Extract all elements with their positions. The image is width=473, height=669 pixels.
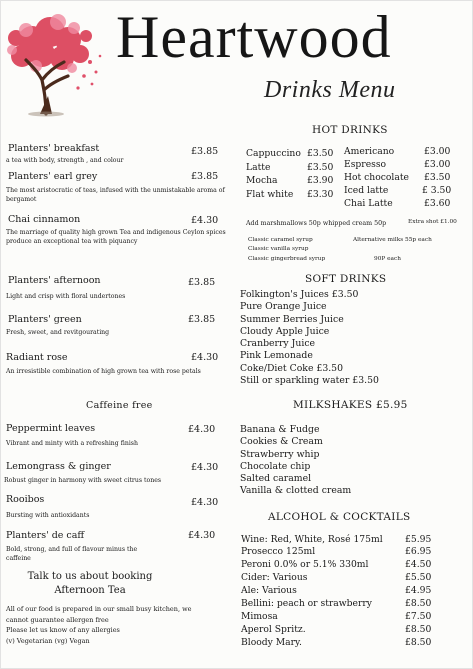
drink-price: £5.50 <box>405 572 432 583</box>
tea-name: Chai cinnamon <box>8 214 81 225</box>
drink-price: £3.60 <box>424 198 451 209</box>
drink-name: Peroni 0.0% or 5.1% 330ml <box>241 559 369 570</box>
milkshakes-list <box>240 424 351 498</box>
tea-name: Planters' de caff <box>6 530 85 541</box>
list-item: Banana & Fudge <box>240 424 320 435</box>
tea-name: Planters' breakfast <box>8 143 100 154</box>
drink-name: Bellini: peach or strawberry <box>241 598 372 609</box>
tea-name: Planters' green <box>8 314 82 325</box>
hot-drinks-heading: HOT DRINKS <box>312 124 388 136</box>
list-item: Chocolate chip <box>240 460 311 472</box>
drink-price: £3.50 <box>307 148 334 159</box>
tea-price: £3.85 <box>188 314 216 325</box>
alt-milks: Alternative milks 55p each <box>353 237 432 243</box>
drink-name: Iced latte <box>344 185 389 196</box>
diet-key: (v) Vegetarian (vg) Vegan <box>6 636 90 645</box>
tea-price: £3.85 <box>191 171 219 182</box>
tea-price: £4.30 <box>188 530 216 541</box>
menu-title: Heartwood <box>116 4 392 70</box>
drink-name: Espresso <box>344 159 387 170</box>
allergen-info <box>6 604 192 646</box>
drink-name: Chai Latte <box>344 198 393 209</box>
drink-price: £ 3.50 <box>422 185 452 196</box>
tea-name: Lemongrass & ginger <box>6 461 111 472</box>
drink-name: Americano <box>344 146 395 157</box>
soft-drinks-list <box>240 289 379 387</box>
tea-description: The marriage of quality high grown Tea and indigenous Ceylon spices produce an exceptional tea with piquancy <box>6 229 226 245</box>
drink-price: £3.00 <box>424 159 451 170</box>
extras-line: Add marshmallows 50p whipped cream 50p <box>246 220 387 227</box>
tea-name: Planters' earl grey <box>8 171 98 182</box>
allergen-line: Please let us know of any allergies <box>6 626 120 634</box>
soft-drinks-heading: SOFT DRINKS <box>305 273 387 285</box>
syrup-item: Classic vanilla syrup <box>248 246 309 252</box>
extra-shot: Extra shot £1.00 <box>408 219 457 225</box>
list-item: Folkington's Juices £3.50 <box>240 289 359 300</box>
booking-line-2: Afternoon Tea <box>54 585 126 596</box>
drink-name: Mocha <box>246 175 278 186</box>
drink-name: Prosecco 125ml <box>241 546 316 557</box>
syrup-item: Classic gingerbread syrup <box>248 256 326 262</box>
tea-name: Planters' afternoon <box>8 275 101 286</box>
tea-description: a tea with body, strength , and colour <box>6 157 124 164</box>
list-item: Vanilla & clotted cream <box>240 485 352 497</box>
drink-price: £8.50 <box>405 624 432 635</box>
list-item: Cookies & Cream <box>240 436 323 448</box>
list-item: Coke/Diet Coke £3.50 <box>240 362 344 374</box>
tea-description: Bold, strong, and full of flavour minus the caffeine <box>6 546 138 562</box>
syrup-price: 90P each <box>374 256 401 262</box>
drink-price: £3.50 <box>424 172 451 183</box>
drink-price: £3.30 <box>307 189 334 200</box>
tea-price: £4.30 <box>191 352 219 363</box>
tea-price: £4.30 <box>188 424 216 435</box>
list-item: Cloudy Apple Juice <box>240 325 330 337</box>
tea-description: Robust ginger in harmony with sweet citrus tones <box>4 477 162 484</box>
tea-name: Radiant rose <box>6 352 68 363</box>
drink-price: £4.95 <box>405 585 432 596</box>
drink-price: £7.50 <box>405 611 432 622</box>
tea-price: £3.85 <box>191 146 219 157</box>
list-item: Salted caramel <box>240 473 312 485</box>
drink-price: £8.50 <box>405 598 432 609</box>
drink-price: £6.95 <box>405 546 432 557</box>
list-item: Pink Lemonade <box>240 350 313 362</box>
tea-price: £4.30 <box>191 497 219 508</box>
list-item: Summer Berries Juice <box>240 313 344 325</box>
tea-name: Rooibos <box>6 494 45 505</box>
drink-price: £3.00 <box>424 146 451 157</box>
tea-description: The most aristocratic of teas, infused with the unmistakable aroma of bergamot <box>6 187 225 203</box>
tea-price: £3.85 <box>188 277 216 288</box>
list-item: Still or sparkling water £3.50 <box>240 375 379 387</box>
milkshakes-heading: MILKSHAKES £5.95 <box>293 399 408 411</box>
drink-name: Hot chocolate <box>344 172 409 183</box>
list-item: Cranberry Juice <box>240 338 316 350</box>
tea-name: Peppermint leaves <box>6 423 96 434</box>
tea-price: £4.30 <box>191 462 219 473</box>
drink-name: Wine: Red, White, Rosé 175ml <box>241 534 383 545</box>
drink-price: £8.50 <box>405 637 432 648</box>
booking-line-1: Talk to us about booking <box>27 571 153 582</box>
drink-price: £3.90 <box>307 175 334 186</box>
tea-description: Light and crisp with floral undertones <box>6 293 126 300</box>
drink-name: Latte <box>246 162 271 173</box>
drink-name: Cappuccino <box>246 148 301 159</box>
list-item: Strawberry whip <box>240 448 320 460</box>
syrup-item: Classic caramel syrup <box>248 237 313 243</box>
tea-description: Fresh, sweet, and revitgourating <box>6 329 110 336</box>
drink-name: Aperol Spritz. <box>241 624 306 635</box>
drink-name: Bloody Mary. <box>241 637 302 648</box>
drink-name: Ale: Various <box>241 585 297 596</box>
allergen-line: All of our food is prepared in our small busy kitchen, we cannot guarantee allergen free <box>6 605 192 624</box>
drink-price: £3.50 <box>307 162 334 173</box>
menu-subtitle: Drinks Menu <box>264 77 396 103</box>
tea-price: £4.30 <box>191 215 219 226</box>
tea-description: An irresistible combination of high grown tea with rose petals <box>6 368 201 375</box>
drink-name: Mimosa <box>241 611 278 622</box>
drink-name: Flat white <box>246 189 294 200</box>
tea-description: Bursting with antioxidants <box>6 512 90 519</box>
drink-price: £4.50 <box>405 559 432 570</box>
tea-description: Vibrant and minty with a refreshing finish <box>6 440 138 447</box>
drink-price: £5.95 <box>405 534 432 545</box>
blossom-tree-icon <box>2 10 104 118</box>
caffeine-free-heading: Caffeine free <box>86 400 153 411</box>
alcohol-heading: ALCOHOL & COCKTAILS <box>268 511 411 523</box>
drink-name: Cider: Various <box>241 572 308 583</box>
afternoon-tea-booking <box>10 570 170 598</box>
list-item: Pure Orange Juice <box>240 301 327 313</box>
